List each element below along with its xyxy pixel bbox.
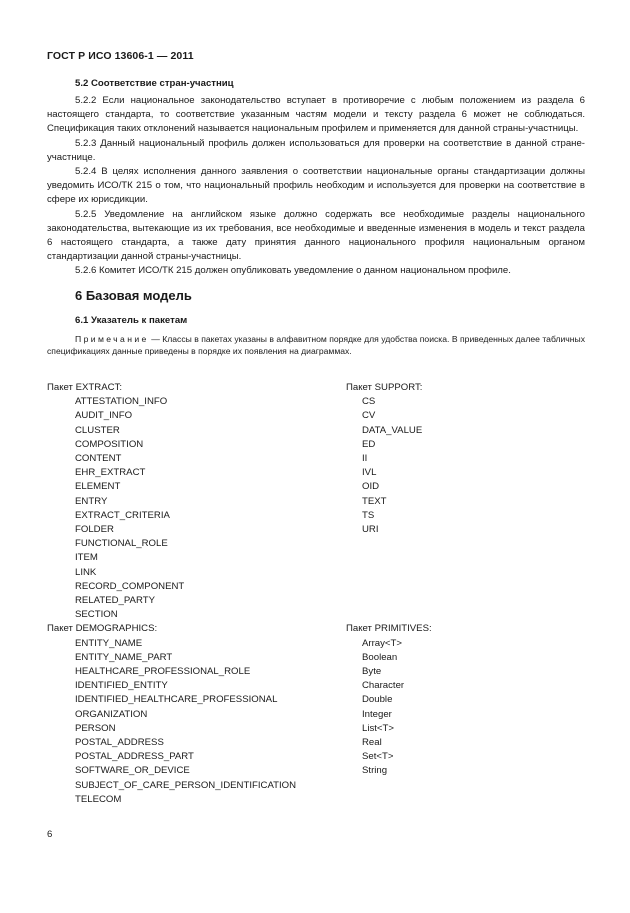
note-paragraph xyxy=(47,333,585,358)
package-class-item: Real xyxy=(362,736,382,748)
package-support-title: Пакет SUPPORT: xyxy=(346,382,423,393)
package-column-left xyxy=(47,381,347,807)
package-class-item: EHR_EXTRACT xyxy=(75,467,146,479)
package-primitives-list xyxy=(346,637,586,779)
note-text: — Классы в пакетах указаны в алфавитном порядке для удобства поиска. В приведенных далее табличных спецификациях данные приведены в порядке их появления на диаграммах. xyxy=(47,333,585,357)
package-class-item: HEALTHCARE_PROFESSIONAL_ROLE xyxy=(75,666,251,678)
package-class-item: RELATED_PARTY xyxy=(75,595,155,607)
package-class-item: EXTRACT_CRITERIA xyxy=(75,509,170,521)
package-class-item: CONTENT xyxy=(75,453,122,465)
package-class-item: DATA_VALUE xyxy=(362,424,423,436)
main-content xyxy=(47,78,585,358)
package-class-item: OID xyxy=(362,481,380,493)
package-class-item: SECTION xyxy=(75,609,118,621)
package-class-item: Integer xyxy=(362,708,392,720)
package-class-item: Double xyxy=(362,694,393,706)
package-class-item: URI xyxy=(362,524,379,536)
package-class-item: PERSON xyxy=(75,722,116,734)
package-class-item: CLUSTER xyxy=(75,424,120,436)
package-class-item: Set<T> xyxy=(362,751,394,763)
package-class-item: String xyxy=(362,765,388,777)
section-6-heading: 6 Базовая модель xyxy=(75,287,192,303)
package-extract-title: Пакет EXTRACT: xyxy=(47,382,122,393)
package-class-item: Byte xyxy=(362,665,382,677)
package-class-item: TEXT xyxy=(362,495,387,507)
package-class-item: CS xyxy=(362,396,376,408)
package-extract-list xyxy=(47,395,347,622)
package-class-item: POSTAL_ADDRESS_PART xyxy=(75,751,194,763)
package-class-item: AUDIT_INFO xyxy=(75,410,133,422)
package-class-item: Character xyxy=(362,680,405,692)
package-class-item: ELEMENT xyxy=(75,481,121,493)
section-5-2-heading: 5.2 Соответствие стран-участниц xyxy=(75,78,234,89)
paragraph-5-2-4: 5.2.4 В целях исполнения данного заявления о соответствии национальные органы стандартизации должны уведомить ИСО/ТК 215 о том, что национальный профиль необходим и используется для проверки на соответствие в сфере их юрисдикции. xyxy=(47,166,585,206)
package-support-list xyxy=(346,395,586,537)
package-class-item: RECORD_COMPONENT xyxy=(75,580,185,592)
package-class-item: ENTITY_NAME_PART xyxy=(75,651,173,663)
package-column-right xyxy=(346,381,586,779)
package-class-item: POSTAL_ADDRESS xyxy=(75,737,164,749)
package-class-item: FUNCTIONAL_ROLE xyxy=(75,538,168,550)
section-6-1-heading: 6.1 Указатель к пакетам xyxy=(75,314,188,326)
paragraph-5-2-3: 5.2.3 Данный национальный профиль должен использоваться для проверки на соответствие в данной стране-участнице. xyxy=(47,137,585,163)
standard-header: ГОСТ Р ИСО 13606-1 — 2011 xyxy=(47,50,194,62)
package-class-item: II xyxy=(362,453,368,465)
package-class-item: Boolean xyxy=(362,651,398,663)
page-number: 6 xyxy=(47,829,53,840)
package-class-item: ITEM xyxy=(75,552,98,564)
package-class-item: List<T> xyxy=(362,722,394,734)
paragraph-5-2-5: 5.2.5 Уведомление на английском языке должно содержать все необходимые разделы национального законодательства, вытекающие из их требования, все необходимые и введенные изменения в модель и текст раздела 6 настоящего стандарта, а также дату принятия данного национального профиля национальным органом стандартизации данной страны-участницы. xyxy=(47,208,585,263)
paragraph-5-2-2: 5.2.2 Если национальное законодательство вступает в противоречие с любым положением из раздела 6 настоящего стандарта, то соответствие указанным частям модели и тексту раздела 6 может не соблюдаться. Спецификация таких отклонений называется национальным профилем и применяется для данной страны-участницы. xyxy=(47,95,585,135)
package-class-item: Array<T> xyxy=(362,637,402,649)
package-class-item: ATTESTATION_INFO xyxy=(75,396,168,408)
package-demographics-title: Пакет DEMOGRAPHICS: xyxy=(47,623,158,635)
package-class-item: IVL xyxy=(362,467,377,479)
package-class-item: SOFTWARE_OR_DEVICE xyxy=(75,765,190,777)
note-label: Примечание xyxy=(75,333,149,344)
package-class-item: SUBJECT_OF_CARE_PERSON_IDENTIFICATION xyxy=(75,779,297,791)
package-class-item: FOLDER xyxy=(75,524,114,536)
package-class-item: ED xyxy=(362,438,376,450)
package-class-item: TS xyxy=(362,509,375,521)
paragraph-5-2-6: 5.2.6 Комитет ИСО/ТК 215 должен опубликовать уведомление о данном национальном профиле. xyxy=(75,265,511,277)
package-class-item: LINK xyxy=(75,566,97,578)
package-demographics-list xyxy=(47,637,347,807)
package-class-item: CV xyxy=(362,410,376,422)
package-class-item: TELECOM xyxy=(75,793,122,805)
package-class-item: COMPOSITION xyxy=(75,438,144,450)
package-class-item: IDENTIFIED_HEALTHCARE_PROFESSIONAL xyxy=(75,694,278,706)
package-class-item: IDENTIFIED_ENTITY xyxy=(75,680,168,692)
package-primitives-title: Пакет PRIMITIVES: xyxy=(346,623,432,635)
package-class-item: ENTRY xyxy=(75,495,108,507)
package-class-item: ORGANIZATION xyxy=(75,708,148,720)
package-class-item: ENTITY_NAME xyxy=(75,637,143,649)
